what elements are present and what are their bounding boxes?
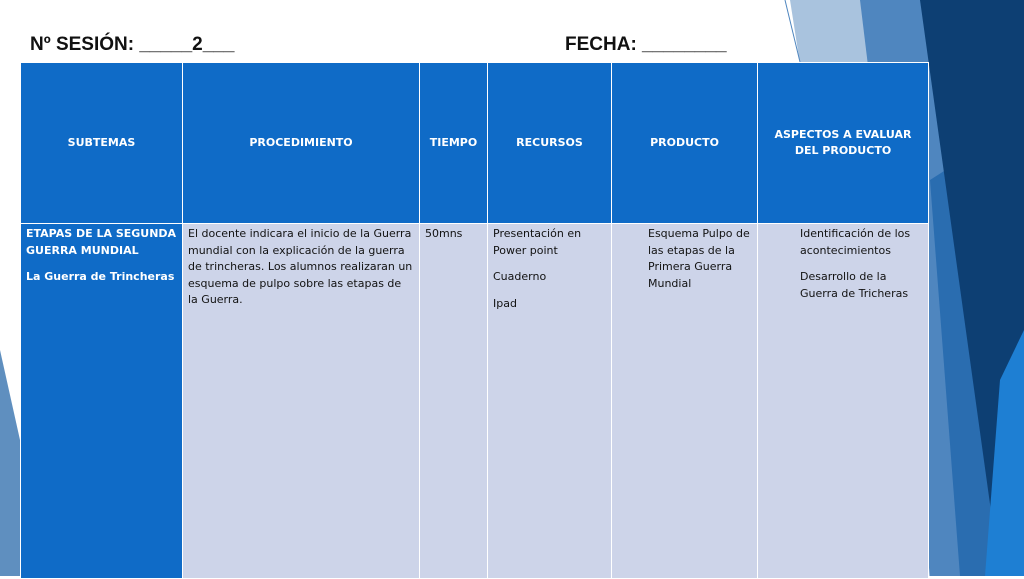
column-header-aspectos: ASPECTOS A EVALUAR DEL PRODUCTO	[758, 63, 929, 224]
column-header-procedimiento: PROCEDIMIENTO	[183, 63, 420, 224]
session-plan-table	[20, 62, 929, 579]
left-deco-strip	[0, 350, 20, 576]
table-row	[21, 224, 929, 579]
aspect-item: Desarrollo de la Guerra de Tricheras	[800, 270, 909, 300]
subtema-stage: ETAPAS DE LA SEGUNDA GUERRA MUNDIAL	[26, 227, 177, 257]
subtema-topic: La Guerra de Trincheras	[26, 270, 175, 283]
column-header-tiempo: TIEMPO	[420, 63, 488, 224]
table-header-row	[21, 63, 929, 224]
resource-item: Presentación en Power point	[493, 227, 582, 257]
cell-recursos	[488, 224, 612, 579]
cell-subtemas	[21, 224, 183, 579]
session-number-label: Nº SESIÓN: _____2___	[30, 34, 235, 55]
cell-tiempo: 50mns	[420, 224, 488, 579]
column-header-recursos: RECURSOS	[488, 63, 612, 224]
date-label: FECHA: ________	[565, 34, 727, 55]
aspect-item: Identificación de los acontecimientos	[800, 227, 911, 257]
column-header-subtemas: SUBTEMAS	[21, 63, 183, 224]
cell-aspectos	[758, 224, 929, 579]
cell-producto: Esquema Pulpo de las etapas de la Primera Guerra Mundial	[612, 224, 758, 579]
resource-item: Ipad	[493, 296, 517, 310]
resource-item: Cuaderno	[493, 270, 547, 283]
cell-procedimiento: El docente indicara el inicio de la Guerra mundial con la explicación de la guerra de trincheras. Los alumnos realizaran un esquema de pulpo sobre las etapas de la Guerra.	[183, 224, 420, 579]
column-header-producto: PRODUCTO	[612, 63, 758, 224]
